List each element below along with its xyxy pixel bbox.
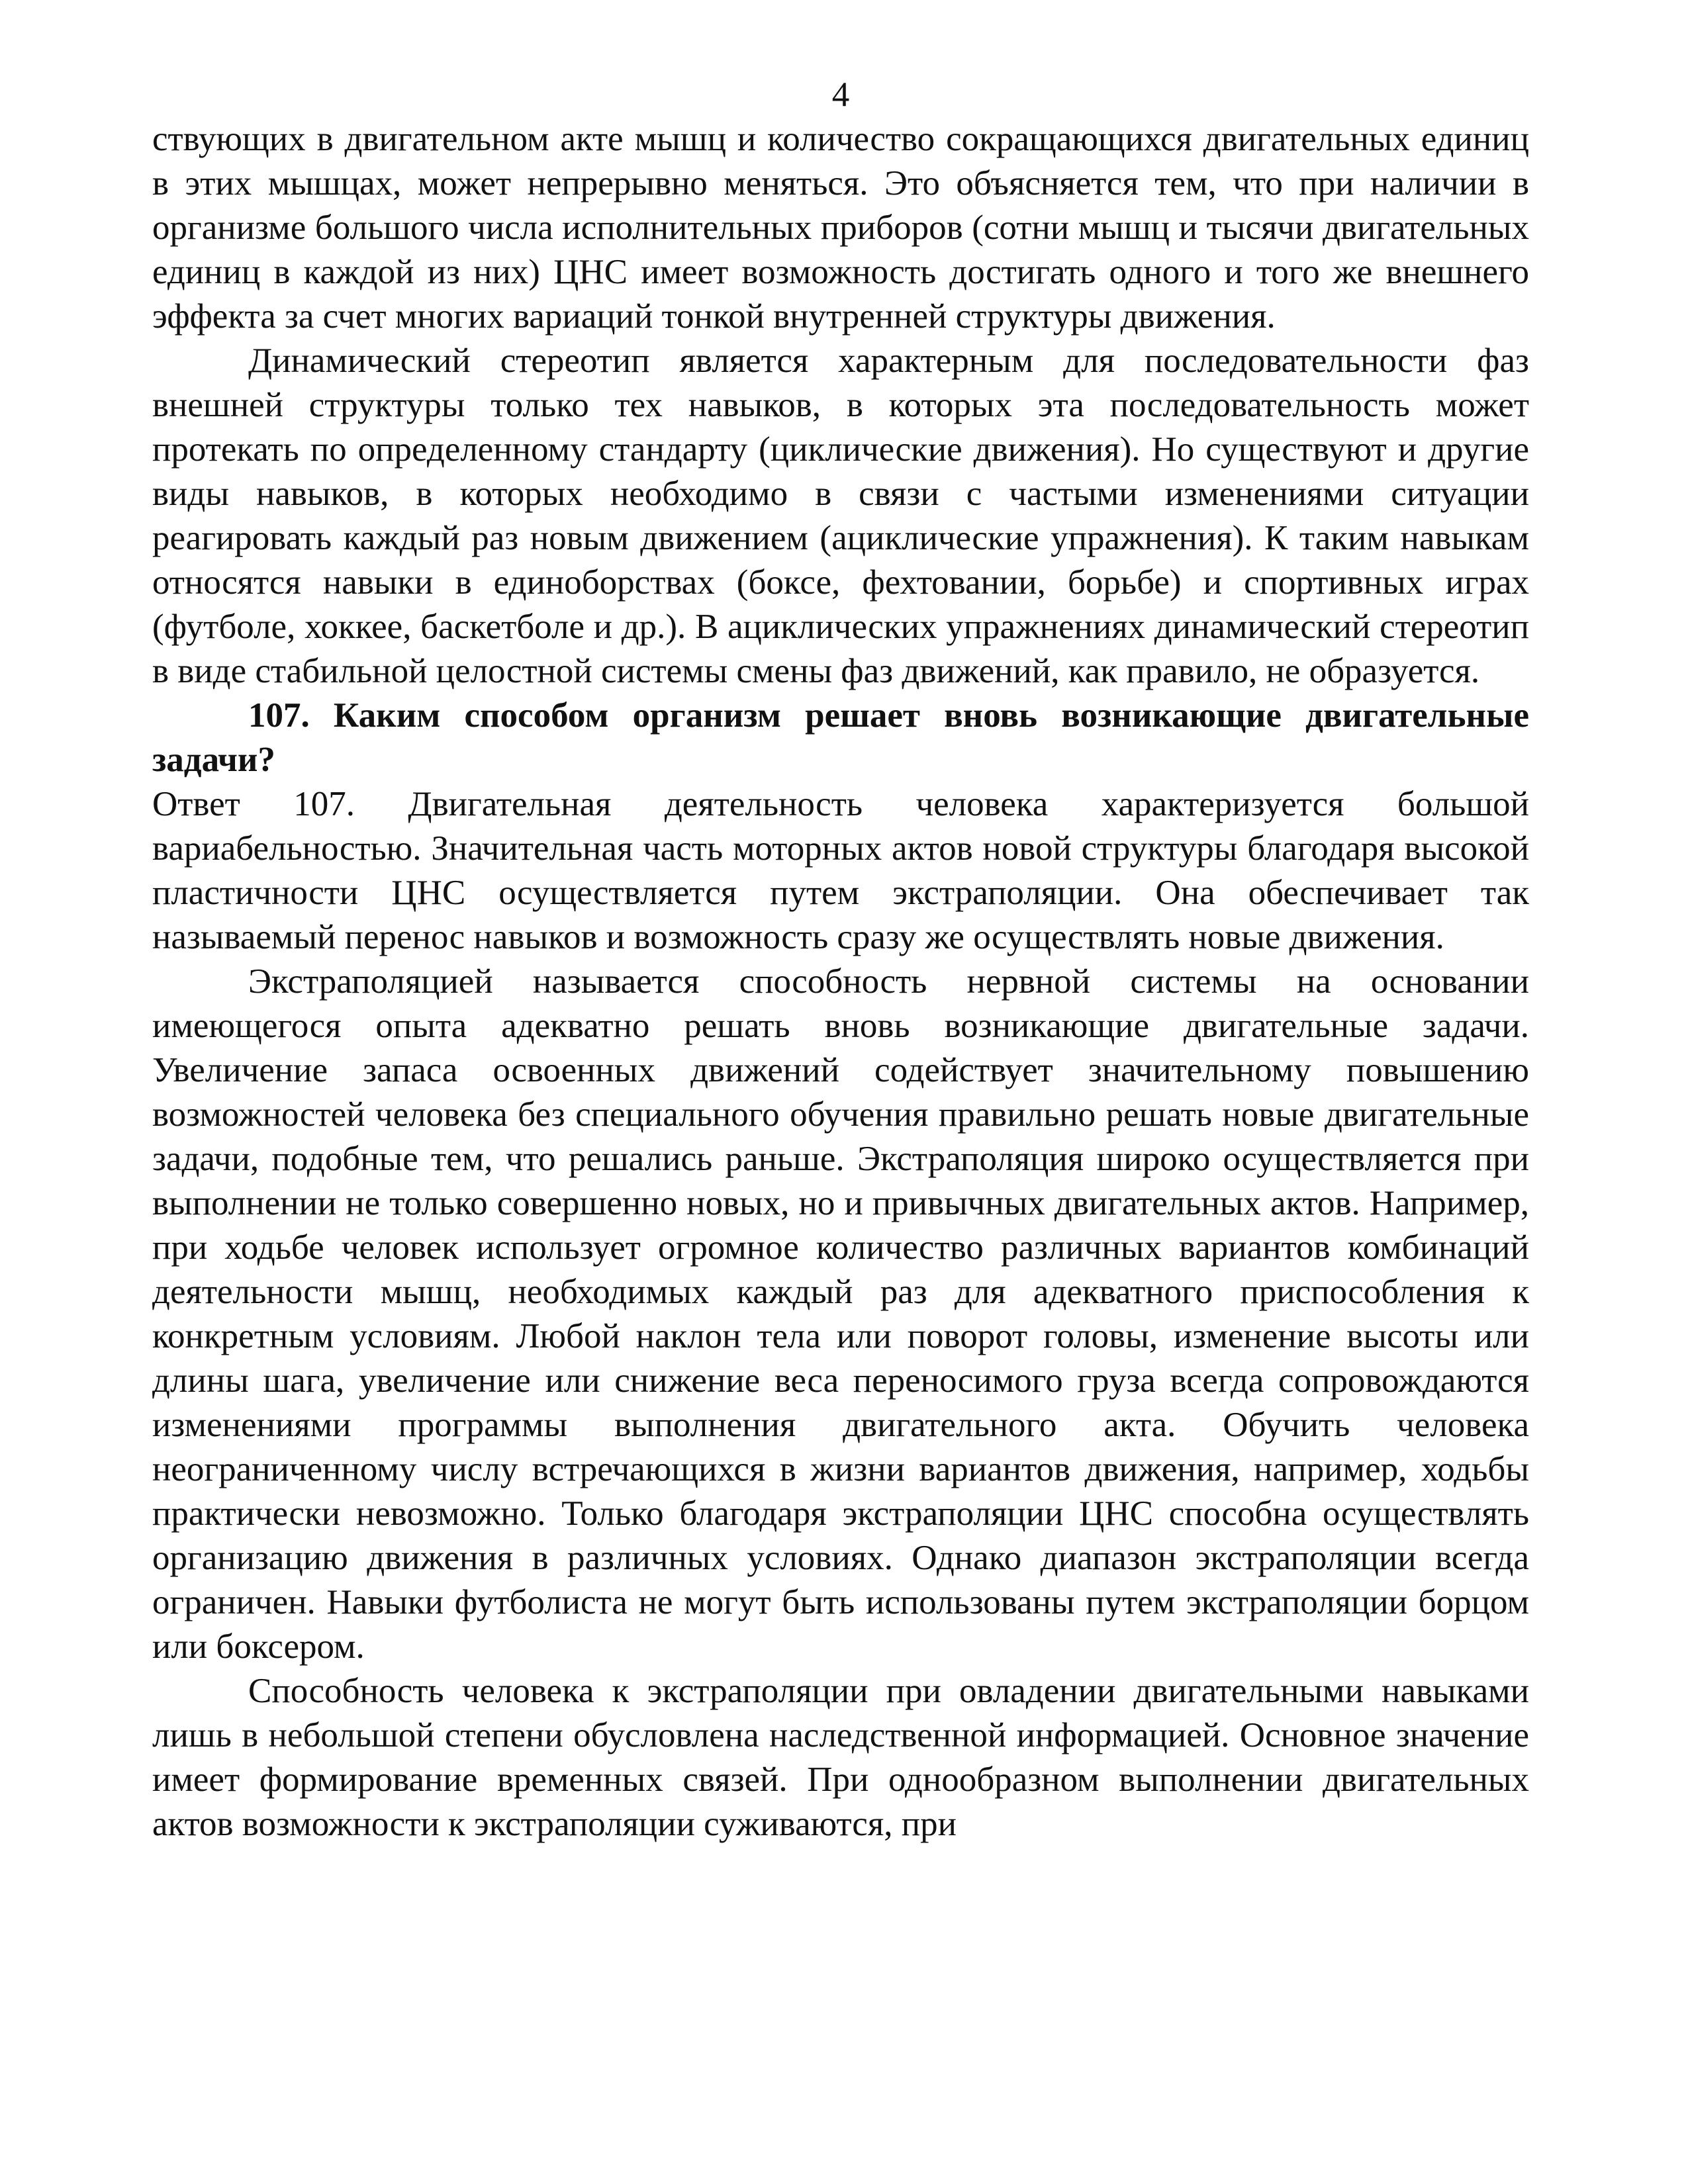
page-number: 4 [831,75,850,114]
paragraph-extrapolation: Экстраполяцией называется способность нервной системы на основании имеющегося опыта адекватно решать вновь возникающие двигательные задачи. Увеличение запаса освоенных движений содействует значительному повышению возможностей человека без специального обучения правильно решать новые двигательные задачи, подобные тем, что решались раньше. Экстраполяция широко осуществляется при выполнении не только совершенно новых, но и привычных двигательных актов. Например, при ходьбе человек использует огромное количество различных вариантов комбинаций деятельности мышц, необходимых каждый раз для адекватного приспособления к конкретным условиям. Любой наклон тела или поворот головы, изменение высоты или длины шага, увеличение или снижение веса переносимого груза всегда сопровождаются изменениями программы выполнения двигательного акта. Обучить человека неограниченному числу встречающихся в жизни вариантов движения, например, ходьбы практически невозможно. Только благодаря экстраполяции ЦНС способна осуществлять организацию движения в различных условиях. Однако диапазон экстраполяции всегда ограничен. Навыки футболиста не могут быть использованы путем экстраполяции борцом или боксером. [152,962,1529,1666]
document-page [152,73,1529,1846]
answer-paragraph: Ответ 107. Двигательная деятельность человека характеризуется большой вариабельностью. Значительная часть моторных актов новой структуры благодаря высокой пластичности ЦНС осуществляется путем экстраполяции. Она обеспечивает так называемый перенос навыков и возможность сразу же осуществлять новые движения. [152,785,1529,956]
paragraph-dynamic-stereotype: Динамический стереотип является характерным для последовательности фаз внешней структуры только тех навыков, в которых эта последовательность может протекать по определенному стандарту (циклические движения). Но существуют и другие виды навыков, в которых необходимо в связи с частыми изменениями ситуации реагировать каждый раз новым движением (ациклические упражнения). К таким навыкам относятся навыки в единоборствах (боксе, фехтовании, борьбе) и спортивных играх (футболе, хоккее, баскетболе и др.). В ациклических упражнениях динамический стереотип в виде стабильной целостной системы смены фаз движений, как правило, не образуется. [152,341,1529,690]
question-heading: 107. Каким способом организм решает вновь возникающие двигательные задачи? [152,696,1529,779]
paragraph-ability: Способность человека к экстраполяции при овладении двигательными навыками лишь в небольшой степени обусловлена наследственной информацией. Основное значение имеет формирование временных связей. При однообразном выполнении двигательных актов возможности к экстраполяции суживаются, при [152,1672,1529,1843]
paragraph-continuation: ствующих в двигательном акте мышц и количество сокращающихся двигательных единиц в этих мышцах, может непрерывно меняться. Это объясняется тем, что при наличии в организме большого числа исполнительных приборов (сотни мышц и тысячи двигательных единиц в каждой из них) ЦНС имеет возможность достигать одного и того же внешнего эффекта за счет многих вариаций тонкой внутренней структуры движения. [152,120,1529,336]
